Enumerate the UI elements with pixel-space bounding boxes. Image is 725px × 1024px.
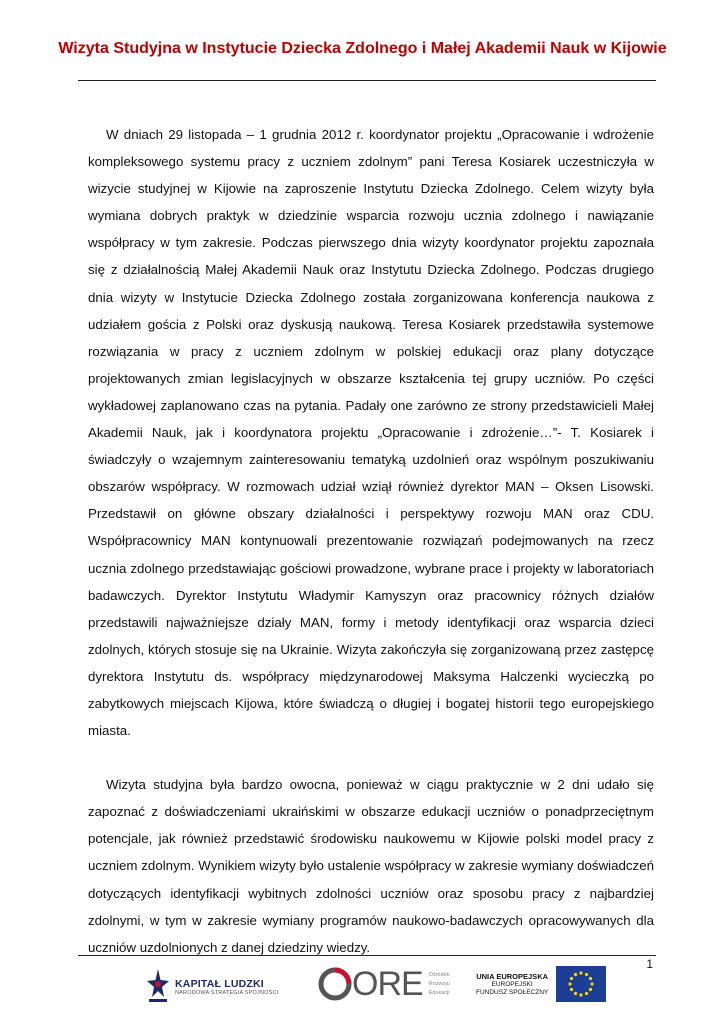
paragraph: W dniach 29 listopada – 1 grudnia 2012 r. koordynator projektu „Opracowanie i wdrożenie kompleksowego systemu pracy z uczniem zdolnym” pani Teresa Kosiarek uczestniczyła w wizycie studyjnej w Kijowie na zaproszenie Instytutu Dziecka Zdolnego. Celem wizyty była wymiana dobrych praktyk w dziedzinie wsparcia rozwoju ucznia zdolnego i nawiązanie współpracy w tym zakresie. Podczas pierwszego dnia wizyty koordynator projektu zapoznała się z działalnością Małej Akademii Nauk oraz Instytutu Dziecka Zdolnego. Podczas drugiego dnia wizyty w Instytucie Dziecka Zdolnego została zorganizowana konferencja naukowa z udziałem gościa z Polski oraz dyskusją naukową. Teresa Kosiarek przedstawiła systemowe rozwiązania w pracy z uczniem zdolnym w polskiej edukacji oraz plany dotyczące projektowanych zmian legislacyjnych w obszarze kształcenia tej grupy uczniów. Po części wykładowej zaplanowano czas na pytania. Padały one zarówno ze strony przedstawicieli Małej Akademii Nauk, jak i koordynatora projektu „Opracowanie i zdrożenie…”- T. Kosiarek i świadczyły o wzajemnym zainteresowaniu tematyką uzdolnień oraz wspólnym poszukiwaniu obszarów współpracy. W rozmowach udział wziął również dyrektor MAN – Oksen Lisowski. Przedstawił on główne obszary działalności i perspektywy rozwoju MAN oraz CDU. Współpracownicy MAN kontynuowali prezentowanie rozwiązań podejmowanych na rzecz ucznia zdolnego przedstawiając gościowi prowadzone, wybrane prace i projekty w laboratoriach badawczych. Dyrektor Instytutu Władymir Kamyszyn oraz pracownicy różnych działów przedstawili najważniejsze działy MAN, formy i metody identyfikacji oraz wsparcia dzieci zdolnych, których stosuje się na Ukrainie. Wizyta zakończyła się zorganizowaną przez zastępcę dyrektora Instytutu ds. współpracy międzynarodowej Maksyma Halczenki wycieczką po zabytkowych miejscach Kijowa, które świadczą o długiej i bogatej historii tego europejskiego miasta. xyxy=(88,127,654,739)
footer-logos xyxy=(0,962,725,1012)
document-body xyxy=(88,121,654,961)
page-number: 1 xyxy=(646,957,653,971)
eu-title: UNIA EUROPEJSKA xyxy=(476,971,549,981)
footer-rule xyxy=(78,955,656,956)
header-rule xyxy=(78,80,656,81)
ore-logo xyxy=(318,967,450,1001)
ore-subtitle-line: Rozwoju xyxy=(428,980,450,987)
ore-subtitle xyxy=(429,971,450,998)
ore-subtitle-line: Ośrodek xyxy=(428,971,450,978)
eu-logo xyxy=(476,966,606,1002)
ore-subtitle-line: Edukacji xyxy=(428,989,450,996)
paragraph: Wizyta studyjna była bardzo owocna, ponieważ w ciągu praktycznie w 2 dni udało się zapoznać z doświadczeniami ukraińskimi w obszarze edukacji uczniów o ponadprzeciętnym potencjale, jak również przedstawić środowisku naukowemu w Kijowie polski model pracy z uczniem zdolnym. Wynikiem wizyty było ustalenie współpracy w zakresie wymiany doświadczeń dotyczących identyfikacji wybitnych zdolności uczniów oraz sposobu pracy z najbardziej zdolnymi, w tym w zakresie wymiany programów naukowo-badawczych opracowywanych dla uczniów uzdolnionych z danej dziedziny wiedzy. xyxy=(88,777,654,955)
ore-ring-icon xyxy=(318,967,352,1001)
kapital-ludzki-star-icon xyxy=(147,967,169,1007)
kapital-ludzki-subtitle: NARODOWA STRATEGIA SPÓJNOŚCI xyxy=(175,990,279,996)
document-title: Wizyta Studyjna w Instytucie Dziecka Zdolnego i Małej Akademii Nauk w Kijowie xyxy=(58,40,667,57)
kapital-ludzki-title: KAPITAŁ LUDZKI xyxy=(175,978,264,990)
eu-fund-line: EUROPEJSKI xyxy=(491,980,533,988)
ore-logo-text: ORE xyxy=(352,965,423,1003)
eu-fund-line: FUNDUSZ SPOŁECZNY xyxy=(476,988,549,996)
eu-flag-icon xyxy=(556,966,606,1002)
kapital-ludzki-logo xyxy=(147,967,278,1007)
